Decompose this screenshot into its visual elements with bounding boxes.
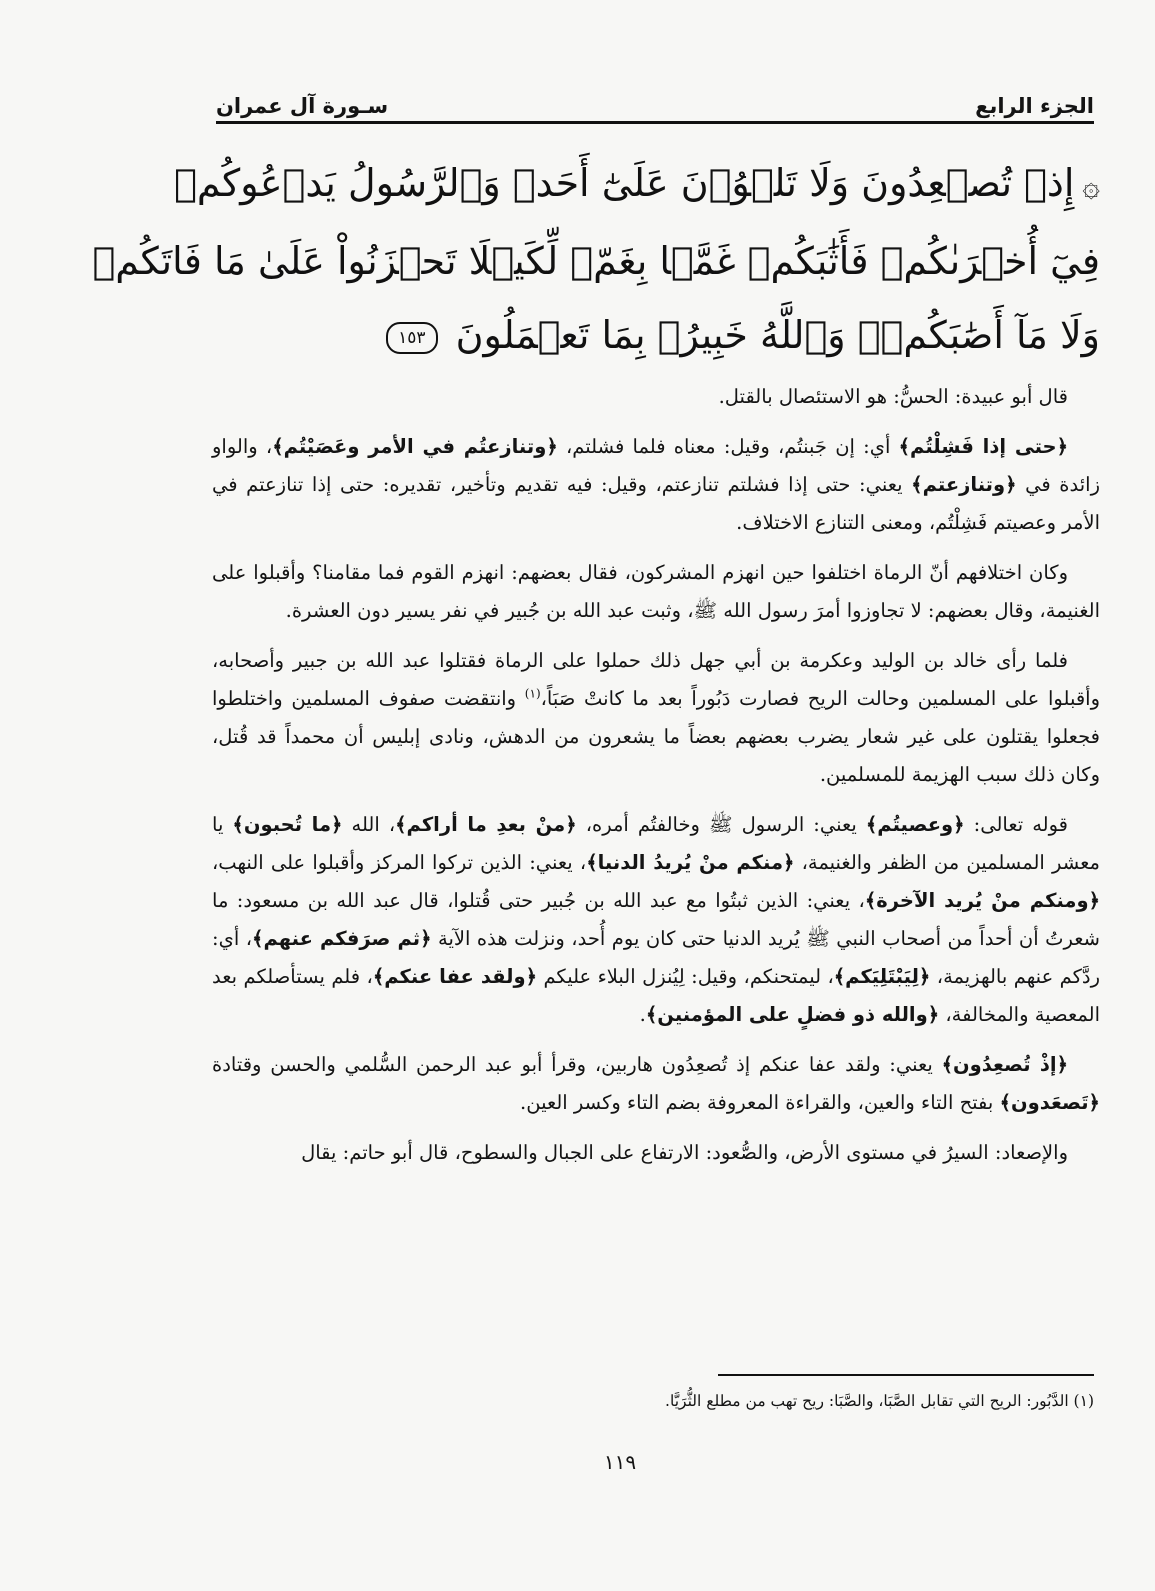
part-title: الجزء الرابع [975,94,1094,118]
text: يعني: الرسول ﷺ وخالفتُم أمره، [576,813,866,836]
text: بفتح التاء والعين، والقراءة المعروفة بضم التاء وكسر العين. [520,1091,1000,1114]
ayah-number-badge: ١٥٣ [386,322,437,354]
paragraph-2 [212,428,1100,542]
text: قوله تعالى: [964,813,1068,836]
text: . [639,1003,646,1026]
text: ، ليمتحنكم، وقيل: لِيُنزل البلاء عليكم [537,965,834,988]
quote: ﴿والله ذو فضلٍ على المؤمنين﴾ [645,1003,940,1026]
quote: ﴿وتنازعتم﴾ [911,473,1017,496]
verse-line-3 [212,298,1100,372]
text: ، الله [342,813,396,836]
hizb-ornament-icon: ۞ [1082,169,1100,204]
quote: ﴿وتنازعتُم في الأمر وعَصَيْتُم﴾ [272,435,558,458]
text: يعني: حتى إذا فشلتم تنازعتم، وقيل: فيه تقديم وتأخير، تقديره: حتى إذا تنازعتم في الأمر وعصيتم فَشِلْتُم، ومعنى التنازع الاختلاف. [212,473,1100,534]
quote: ﴿لِيَبْتَلِيَكم﴾ [833,965,931,988]
text: ، يعني: الذين ثبتُوا مع عبد الله بن جُبير حتى قُتلوا، قال عبد الله بن مسعود: ما شعرتُ أن أحداً من أصحاب النبي ﷺ يُريد الدنيا حتى كان يوم أُحد، ونزلت هذه الآية [212,889,1100,950]
footnote-rule [718,1374,1094,1376]
commentary-text [212,378,1100,1180]
quote: ﴿ما تُحبون﴾ [232,813,343,836]
text: وانتقضت صفوف المسلمين واختلطوا فجعلوا يقتلون على غير شعار يضرب بعضهم بعضاً ما يشعرون من الدهش، ونادى إبليس أن محمداً قد قُتل، وكان ذلك سبب الهزيمة للمسلمين. [212,687,1100,786]
paragraph-5 [212,806,1100,1034]
quote: ﴿إذْ تُصعِدُون﴾ [941,1053,1068,1076]
header-rule [216,121,1094,124]
text: يا معشر المسلمين من الظفر والغنيمة، [212,813,1100,874]
text: ، يعني: الذين تركوا المركز وأقبلوا على النهب، [212,851,587,874]
text: أي: إن جَبنتُم، وقيل: معناه فلما فشلتم، [557,435,899,458]
paragraph-4 [212,642,1100,794]
verse-line-1 [174,146,1100,224]
quran-verse [92,146,1100,372]
paragraph-3: وكان اختلافهم أنّ الرماة اختلفوا حين انهزم المشركون، فقال بعضهم: انهزم القوم فما مقامنا؟ وأقبلوا على الغنيمة، وقال بعضهم: لا تجاوزوا أمرَ رسول الله ﷺ، وثبت عبد الله بن جُبير في نفر يسير دون العشرة. [212,561,1100,622]
paragraph-1: قال أبو عبيدة: الحسُّ: هو الاستئصال بالقتل. [718,385,1068,408]
text: ، فلم يستأصلكم بعد المعصية والمخالفة، [212,965,1100,1026]
verse-text-1: إِذۡ تُصۡعِدُونَ وَلَا تَلۡوُۥنَ عَلَىٰٓ أَحَدٖ وَٱلرَّسُولُ يَدۡعُوكُمۡ [174,161,1075,205]
footnote-marker: (١) [524,686,541,701]
page-number: ١١٩ [603,1450,637,1474]
running-header [216,84,1094,120]
quote: ﴿ومنكم منْ يُريد الآخرة﴾ [864,889,1100,912]
quote: ﴿حتى إذا فَشِلْتُم﴾ [898,435,1069,458]
text: فلما رأى خالد بن الوليد وعكرمة بن أبي جهل ذلك حملوا على الرماة فقتلوا عبد الله بن جبير وأصحابه، وأقبلوا على المسلمين وحالت الريح فصارت دَبُوراً بعد ما كانتْ صَبَاً، [212,649,1100,710]
quote: ﴿ثم صرَفكم عنهم﴾ [252,927,432,950]
quote: ﴿تَصعَدون﴾ [999,1091,1100,1114]
quote: ﴿وعصيتُم﴾ [865,813,965,836]
verse-text-3: وَلَا مَآ أَصَٰبَكُمۡۗ وَٱللَّهُ خَبِيرُۢ بِمَا تَعۡمَلُونَ [455,313,1100,357]
quote: ﴿منكم منْ يُريدُ الدنيا﴾ [586,851,795,874]
text: ، والواو زائدة في [212,435,1100,496]
paragraph-6 [212,1046,1100,1122]
footnote: (١) الدَّبُور: الريح التي تقابل الصَّبَا، والصَّبَا: ريح تهب من مطلع الثُّرَيَّا. [665,1392,1094,1410]
text: يعني: ولقد عفا عنكم إذ تُصعِدُون هاربين، وقرأ أبو عبد الرحمن السُّلمي والحسن وقتادة [212,1053,942,1076]
quote: ﴿منْ بعدِ ما أراكم﴾ [395,813,577,836]
quote: ﴿ولقد عفا عنكم﴾ [372,965,538,988]
verse-line-2: فِيٓ أُخۡرَىٰكُمۡ فَأَثَٰبَكُمۡ غَمَّۢا بِغَمّٖ لِّكَيۡلَا تَحۡزَنُواْ عَلَىٰ مَا فَاتَكُمۡ [92,239,1100,283]
paragraph-7: والإصعاد: السيرُ في مستوى الأرض، والصُّعود: الارتفاع على الجبال والسطوح، قال أبو حاتم: يقال [301,1141,1068,1164]
text: ، أي: ردَّكم عنهم بالهزيمة، [212,927,1100,988]
surah-title: سـورة آل عمران [216,94,389,118]
